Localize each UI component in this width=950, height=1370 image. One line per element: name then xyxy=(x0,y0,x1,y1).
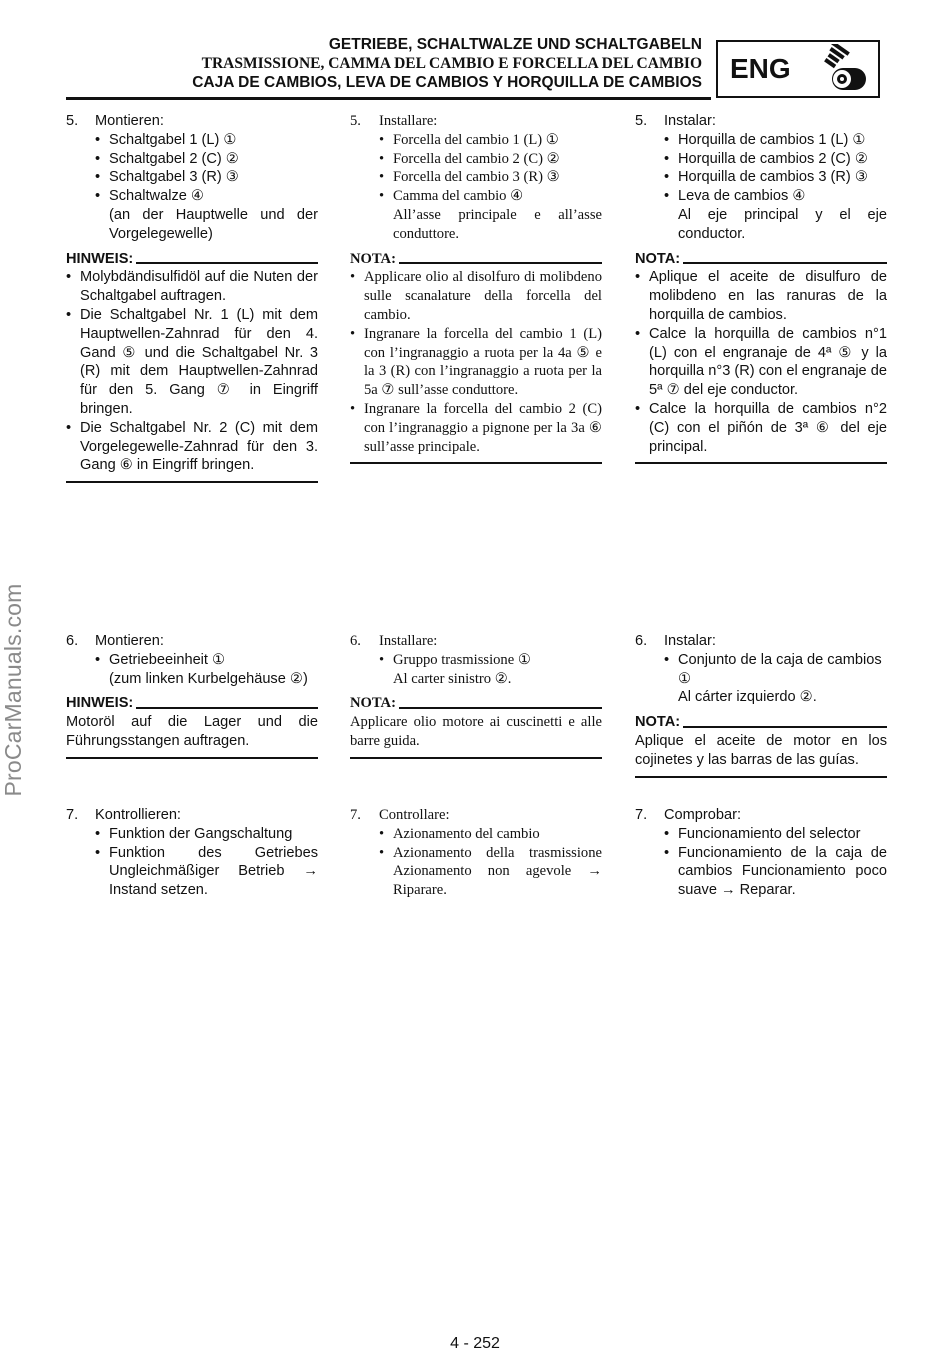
note-box xyxy=(66,694,318,758)
note-box xyxy=(350,694,602,758)
step-number: 6. xyxy=(350,633,361,649)
it-step-7: 7. Controllare: • Azionamento del cambio • Azionamento della trasmissione Azionamento non agevole → Riparare. xyxy=(350,807,602,899)
list-item: Schaltgabel 3 (R) ③ xyxy=(109,169,239,186)
note-text: Motoröl auf die Lager und die Führungsstangen auftragen. xyxy=(66,714,318,749)
note-heading: NOTA: xyxy=(635,714,681,731)
step-number: 7. xyxy=(350,807,361,823)
step-label: Installare: xyxy=(379,113,438,129)
list-item: Forcella del cambio 1 (L) ① xyxy=(393,131,559,148)
note-item: Ingranare la forcella del cambio 1 (L) con l’ingranaggio a ruota per la 4a ⑤ e la 3 (R) con l’ingranaggio a ruota per la 5a ⑦ sull’asse conduttore. xyxy=(364,325,602,399)
list-item: Schaltwalze ④ xyxy=(109,188,205,205)
de-step-6: 6. Montieren: • Getriebeeinheit ① (zum linken Kurbelgehäuse ②) HINWEIS: Motoröl auf die Lager und die Führungsstangen auftragen. xyxy=(66,632,318,759)
note-heading: HINWEIS: xyxy=(66,695,134,712)
list-item: Schaltgabel 1 (L) ① xyxy=(109,131,237,148)
list-item: Camma del cambio ④ xyxy=(393,188,524,205)
list-item: Forcella del cambio 3 (R) ③ xyxy=(393,169,560,186)
step-label: Comprobar: xyxy=(664,807,742,823)
list-item: Funcionamiento de la caja de cambios Funcionamiento poco suave → Reparar. xyxy=(678,844,887,899)
list-item: Funcionamiento del selector xyxy=(678,825,861,842)
step-label: Montieren: xyxy=(95,633,164,649)
header-titles xyxy=(192,35,702,92)
step-label: Installare: xyxy=(379,633,438,649)
list-item: Getriebeeinheit ① xyxy=(109,651,226,668)
de-step-5: 5. Montieren: • Schaltgabel 1 (L) ① • Schaltgabel 2 (C) ② • Schaltgabel 3 (R) ③ • Schaltwalze ④ (an der Hauptwelle und der Vorgelegewelle) HINWEIS: • Molybdändisulfidöl auf die Nuten der Schaltgabel auftragen. • Die Schaltgabel Nr. 1 (L) mit dem Hauptwellen-Zahnrad für den 4. Gand ⑤ und die Schaltgabel Nr. 3 (R) mit dem Hauptwellen-Zahnrad für den 5. Gang ⑦ in Eingriff bringen. • Die Schaltgabel Nr. 2 (C) mit dem Vorgelegewelle-Zahnrad für den 3. Gang ⑥ in Eingriff bringen. xyxy=(66,112,318,483)
step-label: Instalar: xyxy=(664,633,716,649)
note-heading: HINWEIS: xyxy=(66,250,134,267)
note-item: Calce la horquilla de cambios n°1 (L) con el engranaje de 4ª ⑤ y la horquilla n°3 (R) con el engranaje de 5ª ⑦ del eje conductor. xyxy=(649,325,887,399)
title-german: GETRIEBE, SCHALTWALZE UND SCHALTGABELN xyxy=(328,36,702,53)
step-number: 5. xyxy=(350,113,361,129)
note-text: Aplique el aceite de motor en los cojinetes y las barras de las guías. xyxy=(635,732,887,768)
step-continuation: Al cárter izquierdo ②. xyxy=(678,689,817,706)
step-label: Instalar: xyxy=(664,113,716,129)
note-item: Die Schaltgabel Nr. 1 (L) mit dem Hauptwellen-Zahnrad für den 4. Gand ⑤ und die Schaltgabel Nr. 3 (R) mit dem Hauptwellen-Zahnrad für den 5. Gang ⑦ in Eingriff bringen. xyxy=(80,306,318,417)
list-item: Funktion des Getriebes Ungleichmäßiger Betrieb → Instand setzen. xyxy=(109,844,318,899)
note-heading: NOTA: xyxy=(350,695,396,712)
list-item: Leva de cambios ④ xyxy=(678,188,806,205)
step-continuation: Al carter sinistro ②. xyxy=(393,670,512,687)
note-box: NOTA: • Applicare olio al disolfuro di molibdeno sulle scanalature della forcella del cambio. • Ingranare la forcella del cambio 1 (L) con l’ingranaggio a ruota per la 4a ⑤ e la 3 (R) con l’ingranaggio a ruota per la 5a ⑦ sull’asse conduttore. • Ingranare la forcella del cambio 2 (C) con l’ingranaggio a pignone per la 3a ⑥ sull’asse principale. xyxy=(350,250,602,465)
page-number: 4 - 252 xyxy=(450,1335,500,1352)
step-label: Kontrollieren: xyxy=(95,807,181,823)
list-item: Horquilla de cambios 2 (C) ② xyxy=(678,150,868,167)
note-item: Aplique el aceite de disulfuro de molibdeno en las ranuras de la horquilla de cambios. xyxy=(649,269,887,323)
step-number: 6. xyxy=(635,633,648,649)
de-step-7: 7. Kontrollieren: • Funktion der Gangschaltung • Funktion des Getriebes Ungleichmäßiger Betrieb → Instand setzen. xyxy=(66,807,318,899)
es-step-5: 5. Instalar: • Horquilla de cambios 1 (L) ① • Horquilla de cambios 2 (C) ② • Horquilla de cambios 3 (R) ③ • Leva de cambios ④ Al eje principal y el eje conductor. NOTA: • Aplique el aceite de disulfuro de molibdeno en las ranuras de la horquilla de cambios. • Calce la horquilla de cambios n°1 (L) con el engranaje de 4ª ⑤ y la horquilla n°3 (R) con el engranaje de 5ª ⑦ del eje conductor. • Calce la horquilla de cambios n°2 (C) con el piñón de 3ª ⑥ del eje principal. xyxy=(635,112,887,464)
it-step-5: 5. Installare: • Forcella del cambio 1 (L) ① • Forcella del cambio 2 (C) ② • Forcella del cambio 3 (R) ③ • Camma del cambio ④ All’asse principale e all’asse conduttore. NOTA: • Applicare olio al disolfuro di molibdeno sulle scanalature della forcella del cambio. • Ingranare la forcella del cambio 1 (L) con l’ingranaggio a ruota per la 4a ⑤ e la 3 (R) con l’ingranaggio a ruota per la 5a ⑦ sull’asse conduttore. • Ingranare la forcella del cambio 2 (C) con l’ingranaggio a pignone per la 3a ⑥ sull’asse principale. xyxy=(350,112,602,464)
note-box: HINWEIS: • Molybdändisulfidöl auf die Nuten der Schaltgabel auftragen. • Die Schaltgabel Nr. 1 (L) mit dem Hauptwellen-Zahnrad für den 4. Gand ⑤ und die Schaltgabel Nr. 3 (R) mit dem Hauptwellen-Zahnrad für den 5. Gang ⑦ in Eingriff bringen. • Die Schaltgabel Nr. 2 (C) mit dem Vorgelegewelle-Zahnrad für den 3. Gang ⑥ in Eingriff bringen. xyxy=(66,250,318,484)
section-code: ENG xyxy=(730,53,791,84)
step-continuation: Al eje principal y el eje conductor. xyxy=(678,206,887,242)
note-item: Applicare olio al disolfuro di molibdeno sulle scanalature della forcella del cambio. xyxy=(364,269,602,323)
list-item: Horquilla de cambios 3 (R) ③ xyxy=(678,169,868,186)
step-continuation: (zum linken Kurbelgehäuse ②) xyxy=(109,670,308,687)
note-item: Ingranare la forcella del cambio 2 (C) con l’ingranaggio a pignone per la 3a ⑥ sull’asse principale. xyxy=(364,400,602,455)
step-number: 6. xyxy=(66,633,79,649)
step-label: Montieren: xyxy=(95,113,164,129)
note-item: Calce la horquilla de cambios n°2 (C) con el piñón de 3ª ⑥ del eje principal. xyxy=(649,400,887,455)
note-item: Molybdändisulfidöl auf die Nuten der Schaltgabel auftragen. xyxy=(80,269,318,305)
note-heading: NOTA: xyxy=(350,250,396,267)
step-number: 5. xyxy=(66,113,79,129)
list-item: Schaltgabel 2 (C) ② xyxy=(109,150,239,167)
step-number: 7. xyxy=(66,807,79,823)
engine-piston-icon xyxy=(804,44,876,96)
section-badge xyxy=(716,40,880,98)
list-item: Gruppo trasmissione ① xyxy=(393,651,531,668)
header-rule xyxy=(66,97,711,100)
note-box xyxy=(635,713,887,777)
note-text: Applicare olio motore ai cuscinetti e alle barre guida. xyxy=(350,714,602,749)
title-italian: TRASMISSIONE, CAMMA DEL CAMBIO E FORCELLA DEL CAMBIO xyxy=(201,55,702,72)
note-box: NOTA: • Aplique el aceite de disulfuro de molibdeno en las ranuras de la horquilla de cambios. • Calce la horquilla de cambios n°1 (L) con el engranaje de 4ª ⑤ y la horquilla n°3 (R) con el engranaje de 5ª ⑦ del eje conductor. • Calce la horquilla de cambios n°2 (C) con el piñón de 3ª ⑥ del eje principal. xyxy=(635,250,887,465)
list-item: Forcella del cambio 2 (C) ② xyxy=(393,150,560,167)
list-item: Horquilla de cambios 1 (L) ① xyxy=(678,131,866,148)
es-step-6: 6. Instalar: • Conjunto de la caja de cambios ① Al cárter izquierdo ②. NOTA: Aplique el aceite de motor en los cojinetes y las barras de las guías. xyxy=(635,632,887,778)
es-step-7: 7. Comprobar: • Funcionamiento del selector • Funcionamiento de la caja de cambios Funcionamiento poco suave → Reparar. xyxy=(635,807,887,899)
list-item: Azionamento del cambio xyxy=(393,825,540,842)
it-step-6: 6. Installare: • Gruppo trasmissione ① Al carter sinistro ②. NOTA: Applicare olio motore ai cuscinetti e alle barre guida. xyxy=(350,632,602,759)
note-heading: NOTA: xyxy=(635,250,681,267)
list-item: Conjunto de la caja de cambios ① xyxy=(678,651,882,687)
step-label: Controllare: xyxy=(379,807,450,823)
step-number: 5. xyxy=(635,113,648,129)
step-number: 7. xyxy=(635,807,648,823)
list-item: Funktion der Gangschaltung xyxy=(109,825,293,842)
list-item: Azionamento della trasmissione Azionamento non agevole → Riparare. xyxy=(393,844,602,899)
watermark: ProCarManuals.com xyxy=(0,583,26,797)
note-item: Die Schaltgabel Nr. 2 (C) mit dem Vorgelegewelle-Zahnrad für den 3. Gang ⑥ in Eingriff bringen. xyxy=(80,419,318,474)
step-continuation: All’asse principale e all’asse conduttore. xyxy=(393,206,602,242)
step-continuation: (an der Hauptwelle und der Vorgelegewelle) xyxy=(109,206,318,242)
title-spanish: CAJA DE CAMBIOS, LEVA DE CAMBIOS Y HORQUILLA DE CAMBIOS xyxy=(192,74,702,91)
